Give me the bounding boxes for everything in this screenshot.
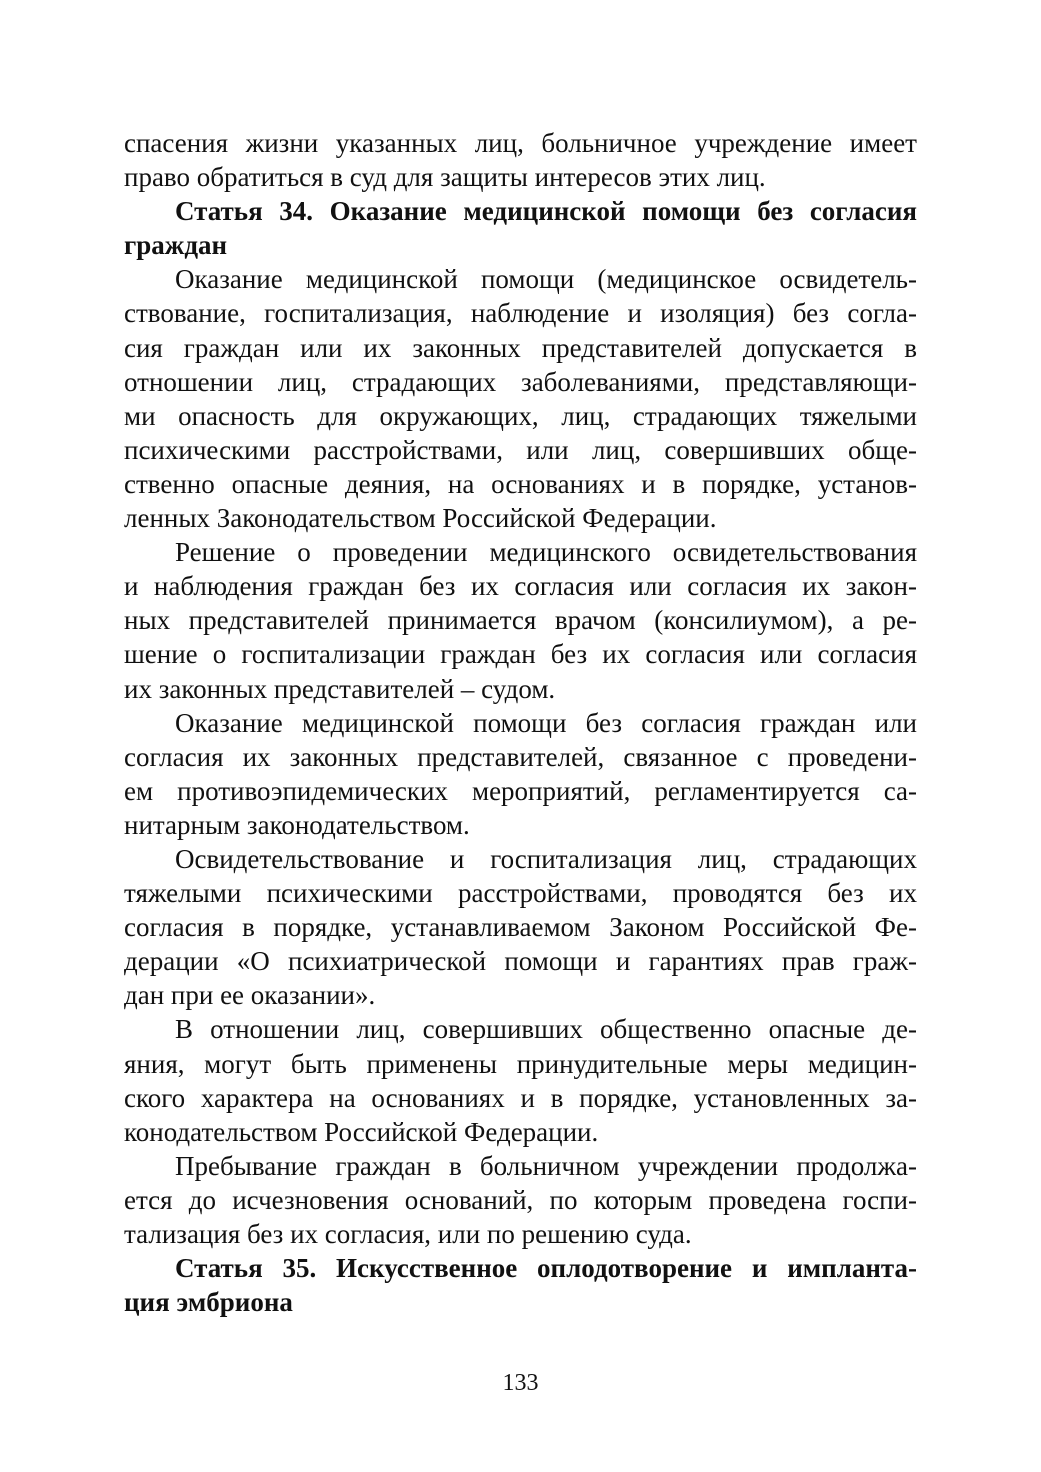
body-text-line: спасения жизни указанных лиц, больничное учреждение имеет xyxy=(124,128,917,158)
article-heading-line: Статья 35. Искусственное оплодотворение и импланта- xyxy=(175,1253,917,1284)
body-text-line: Освидетельствование и госпитализация лиц, страдающих xyxy=(175,843,917,874)
body-text-line: отношении лиц, страдающих заболеваниями, представляющи- xyxy=(124,366,917,397)
page-number: 133 xyxy=(502,1370,539,1396)
body-text-line: сия граждан или их законных представителей допускается в xyxy=(124,332,917,363)
article-heading-line: ция эмбриона xyxy=(124,1287,293,1318)
body-text-line: ми опасность для окружающих, лиц, страдающих тяжелыми xyxy=(124,400,917,431)
body-text-line: дерации «О психиатрической помощи и гарантиях прав граж- xyxy=(124,946,917,977)
body-text-line: и наблюдения граждан без их согласия или согласия их закон- xyxy=(124,571,917,602)
body-text-line: ского характера на основаниях и в порядке, установленных за- xyxy=(124,1082,917,1113)
body-text-line: яния, могут быть применены принудительные меры медицин- xyxy=(124,1048,917,1079)
article-heading-line: Статья 34. Оказание медицинской помощи без согласия xyxy=(175,196,917,227)
body-text-line: Решение о проведении медицинского освидетельствования xyxy=(175,537,917,568)
body-text-line: конодательством Российской Федерации. xyxy=(124,1116,599,1147)
body-text-line: нитарным законодательством. xyxy=(124,809,470,840)
article-heading-line: граждан xyxy=(124,230,228,261)
body-text-line: шение о госпитализации граждан без их согласия или согласия xyxy=(124,639,917,670)
body-text-line: ленных Законодательством Российской Федерации. xyxy=(124,503,717,534)
body-text-line: психическими расстройствами, или лиц, совершивших обще- xyxy=(124,434,917,465)
page-body xyxy=(124,126,917,1319)
body-text-line: Оказание медицинской помощи (медицинское освидетель- xyxy=(175,264,917,295)
body-text-line: ственно опасные деяния, на основаниях и в порядке, установ- xyxy=(124,468,917,499)
body-text-line: ствование, госпитализация, наблюдение и изоляция) без согла- xyxy=(124,298,917,329)
body-text-line: ных представителей принимается врачом (консилиумом), а ре- xyxy=(124,605,917,636)
body-text-line: их законных представителей – судом. xyxy=(124,673,556,704)
body-text-line: право обратиться в суд для защиты интересов этих лиц. xyxy=(124,162,766,193)
body-text-line: ется до исчезновения оснований, по которым проведена госпи- xyxy=(124,1184,917,1215)
body-text-line: тяжелыми психическими расстройствами, проводятся без их xyxy=(124,878,917,909)
body-text-line: дан при ее оказании». xyxy=(124,980,376,1011)
body-text-line: согласия их законных представителей, связанное с проведени- xyxy=(124,741,917,772)
body-text-line: тализация без их согласия, или по решению суда. xyxy=(124,1219,692,1249)
body-text-line: согласия в порядке, устанавливаемом Законом Российской Фе- xyxy=(124,912,917,943)
body-text-line: В отношении лиц, совершивших общественно опасные де- xyxy=(175,1014,917,1045)
body-text-line: ем противоэпидемических мероприятий, регламентируется са- xyxy=(124,775,917,806)
body-text-line: Оказание медицинской помощи без согласия граждан или xyxy=(175,707,917,738)
body-text-line: Пребывание граждан в больничном учреждении продолжа- xyxy=(175,1150,917,1181)
